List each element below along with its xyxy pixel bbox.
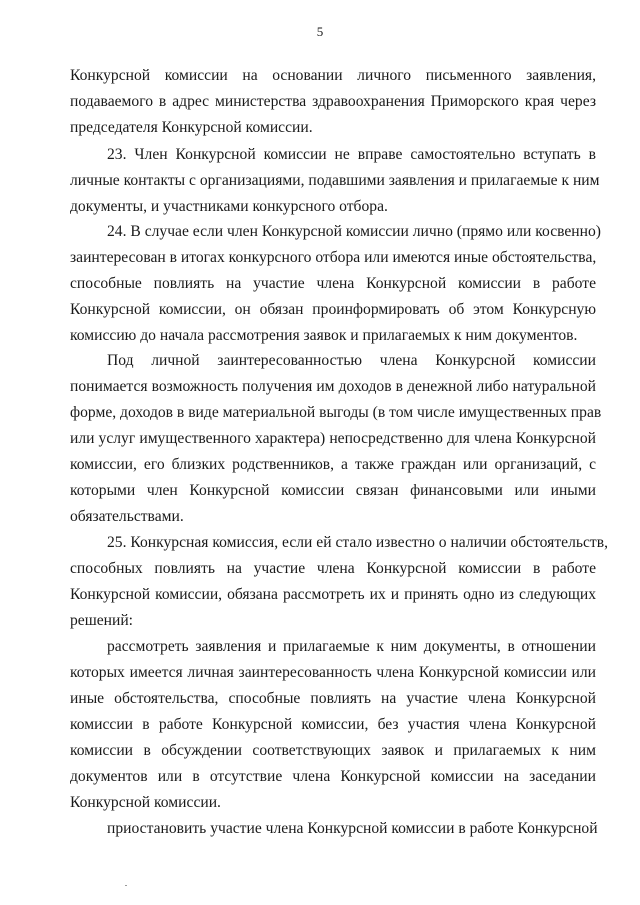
text-line: председателя Конкурсной комиссии. <box>70 119 313 136</box>
scan-speck <box>125 885 127 886</box>
text-line: которых имеется личная заинтересованность члена Конкурсной комиссии или <box>70 664 596 681</box>
text-line: комиссии в работе Конкурсной комиссии, без участия члена Конкурсной <box>70 716 596 733</box>
text-line: документы, и участниками конкурсного отбора. <box>70 198 388 215</box>
text-line: 24. В случае если член Конкурсной комиссии лично (прямо или косвенно) <box>107 223 601 240</box>
text-line: 23. Член Конкурсной комиссии не вправе самостоятельно вступать в <box>107 146 596 163</box>
text-line: комиссию до начала рассмотрения заявок и прилагаемых к ним документов. <box>70 327 578 344</box>
text-line: заинтересован в итогах конкурсного отбора или имеются иные обстоятельства, <box>70 249 597 266</box>
text-line: форме, доходов в виде материальной выгоды (в том числе имущественных прав <box>70 404 602 421</box>
text-line: Конкурсной комиссии на основании личного письменного заявления, <box>70 67 596 84</box>
text-line: подаваемого в адрес министерства здравоохранения Приморского края через <box>70 93 596 110</box>
text-line: или услуг имущественного характера) непосредственно для члена Конкурсной <box>70 430 596 447</box>
text-line: документов или в отсутствие члена Конкурсной комиссии на заседании <box>70 768 596 785</box>
text-line: способные повлиять на участие члена Конкурсной комиссии в работе <box>70 275 596 292</box>
text-line: Конкурсной комиссии, обязана рассмотреть их и принять одно из следующих <box>70 586 596 603</box>
text-line: приостановить участие члена Конкурсной комиссии в работе Конкурсной <box>107 820 598 837</box>
text-line: понимается возможность получения им доходов в денежной либо натуральной <box>70 378 596 395</box>
text-line: 25. Конкурсная комиссия, если ей стало известно о наличии обстоятельств, <box>107 534 608 551</box>
text-line: личные контакты с организациями, подавшими заявления и прилагаемые к ним <box>70 172 600 189</box>
text-line: Под личной заинтересованностью члена Конкурсной комиссии <box>107 352 596 369</box>
text-line: Конкурсной комиссии. <box>70 794 221 811</box>
page-number: 5 <box>316 24 324 39</box>
text-line: решений: <box>70 612 134 629</box>
text-line: обязательствами. <box>70 508 184 525</box>
text-line: комиссии, его близких родственников, а также граждан или организаций, с <box>70 456 596 473</box>
text-line: которыми член Конкурсной комиссии связан финансовыми или иными <box>70 482 596 499</box>
text-line: Конкурсной комиссии, он обязан проинформировать об этом Конкурсную <box>70 301 596 318</box>
text-line: комиссии в обсуждении соответствующих заявок и прилагаемых к ним <box>70 742 596 759</box>
text-line: рассмотреть заявления и прилагаемые к ним документы, в отношении <box>107 638 596 655</box>
text-line: иные обстоятельства, способные повлиять на участие члена Конкурсной <box>70 690 596 707</box>
text-line: способных повлиять на участие члена Конкурсной комиссии в работе <box>70 560 596 577</box>
